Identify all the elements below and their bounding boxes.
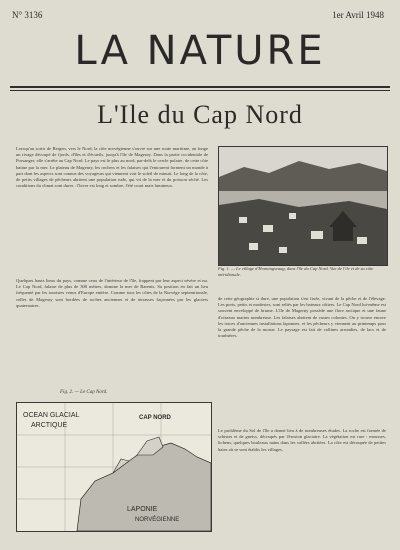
issue-date: 1er Avril 1948 (332, 10, 384, 20)
article-photo (218, 146, 388, 266)
map-illustration (17, 403, 211, 531)
map-figure (16, 402, 212, 532)
divider (10, 90, 390, 91)
map-label-region: NORVÉGIENNE (135, 517, 180, 523)
map-figure-label: Fig. 2. — Le Cap Nord. (60, 390, 108, 395)
masthead: LA NATURE (74, 28, 326, 74)
article-paragraph: Le problème du Sol de l'île a donné lieu à de nombreuses études. La roche est formée de schistes et de gneiss, découpés par l'érosion glaciaire. La végétation est rare : mousses, lichens, quelques bouleaux nains dans les vallées abritées. La côte est découpée de petites baies où se sont établis les villages. (218, 428, 386, 452)
map-label-region: LAPONIE (127, 506, 158, 513)
map-label-ocean: ARCTIQUE (31, 422, 68, 429)
article-paragraph: de cette géographie si dure, une population s'est fixée, vivant de la pêche et de l'élevage. Les ports, petits et modestes, sont reliés par les bateaux côtiers. Le Cap Nord lui-même est souvent enveloppé de brume. L'île de Magerøy possède une flore arctique et une faune d'oiseaux marins nombreuse. Les falaises abritent de vastes colonies. On y trouve encore les traces d'anciennes installations laponnes, et les pêcheurs y viennent au printemps pour la grande pêche de la morue. Le paysage est fait de collines arrondies, de lacs et de tourbières. (218, 296, 386, 339)
divider (10, 86, 390, 88)
photo-illustration (219, 147, 387, 265)
photo-caption: Fig. 1. — Le village d'Honningsvaag, dans l'île du Cap Nord. Vue de l'ile et de sa côte méridionale. (218, 266, 374, 277)
map-label-cap-nord: CAP NORD (139, 415, 171, 421)
article-paragraph: Lorsqu'au sortir de Bergen, vers le Nord, la côte norvégienne s'ouvre sur une route maritime, on longe un rivage découpé de fjords, d'îles et d'écueils, jusqu'à l'île de Magerøy. Dans la partie occidentale de Porsanger, elle s'arrête au Cap Nord. Le pays est le plus au nord, par-delà le cercle polaire, de cette côte battue par la mer. Le plateau de Magerøy, les rochers et les falaises qui l'entourent forment un monde à part dont les aspects sont connus des voyageurs qui viennent voir le soleil de minuit. Le long de la côte, de petits villages de pêcheurs abritent une population rude, qui vit de la mer et du poisson séché. Les conditions du climat sont dures : l'hiver est long et sombre, l'été court mais lumineux. (16, 146, 208, 189)
issue-number: N° 3136 (12, 10, 43, 20)
article-paragraph: Quelques hauts lieux du pays, comme ceux de l'intérieur de l'île, frappent par leur aspect sévère et nu. Le Cap Nord, falaise de plus de 300 mètres, domine la mer de Barents. Sa position en fait un lieu fréquenté par les touristes venus d'Europe entière. Comme tous les côtes de la Norvège septentrionale, celles de Magerøy sont bordées de roches anciennes et de terrasses façonnées par les glaciers quaternaires. (16, 278, 208, 308)
article-title: L'Ile du Cap Nord (97, 100, 303, 129)
map-label-ocean: OCEAN GLACIAL (23, 412, 80, 419)
